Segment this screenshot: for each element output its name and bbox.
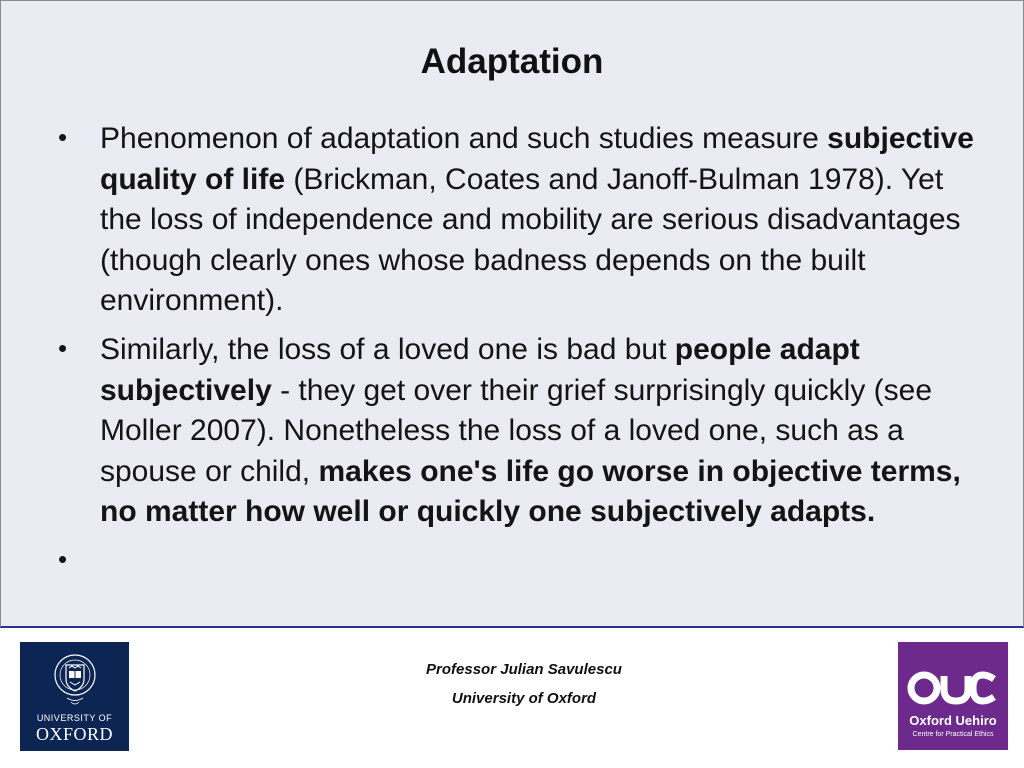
bullet-text: Phenomenon of adaptation and such studies measure [100, 122, 828, 155]
bullet-item [58, 119, 978, 322]
oxford-crest-icon [53, 651, 97, 709]
bullet-marker: • [58, 332, 68, 363]
institution-name: University of Oxford [451, 690, 597, 707]
bullet-text-bold: subjective quality of life [100, 122, 974, 196]
bullet-text-bold: makes one's life go worse in objective terms, no matter how well or quickly one subjectively adapts. [100, 454, 961, 529]
bullet-item [58, 330, 978, 533]
bullet-text: (Brickman, Coates and Janoff-Bulman 1978). Yet the loss of independence and mobility are serious disadvantages (though clearly ones whose badness depends on the built environment). [100, 162, 961, 318]
uehiro-logo-line2: Centre for Practical Ethics [912, 731, 994, 738]
oxford-logo-line1: UNIVERSITY OF [36, 713, 113, 723]
oxford-university-logo [20, 642, 129, 751]
bullet-text-bold: people adapt subjectively [100, 332, 860, 407]
footer-credits [324, 655, 724, 713]
uehiro-logo-line1: Oxford Uehiro [909, 713, 997, 728]
bullet-list [58, 119, 978, 574]
bullet-text: Similarly, the loss of a loved one is bad but [100, 332, 675, 366]
bullet-text: - they get over their grief surprisingly quickly (see Moller 2007). Nonetheless the loss of a loved one, such as a spouse or child, [100, 373, 933, 488]
presenter-name: Professor Julian Savulescu [426, 661, 622, 678]
bullet-marker: • [58, 543, 68, 574]
oxford-logo-line2: OXFORD [35, 724, 113, 744]
slide-title: Adaptation [420, 42, 604, 81]
uehiro-mark-icon [906, 666, 1000, 710]
oxford-uehiro-logo [898, 642, 1008, 750]
bullet-marker: • [58, 122, 68, 152]
